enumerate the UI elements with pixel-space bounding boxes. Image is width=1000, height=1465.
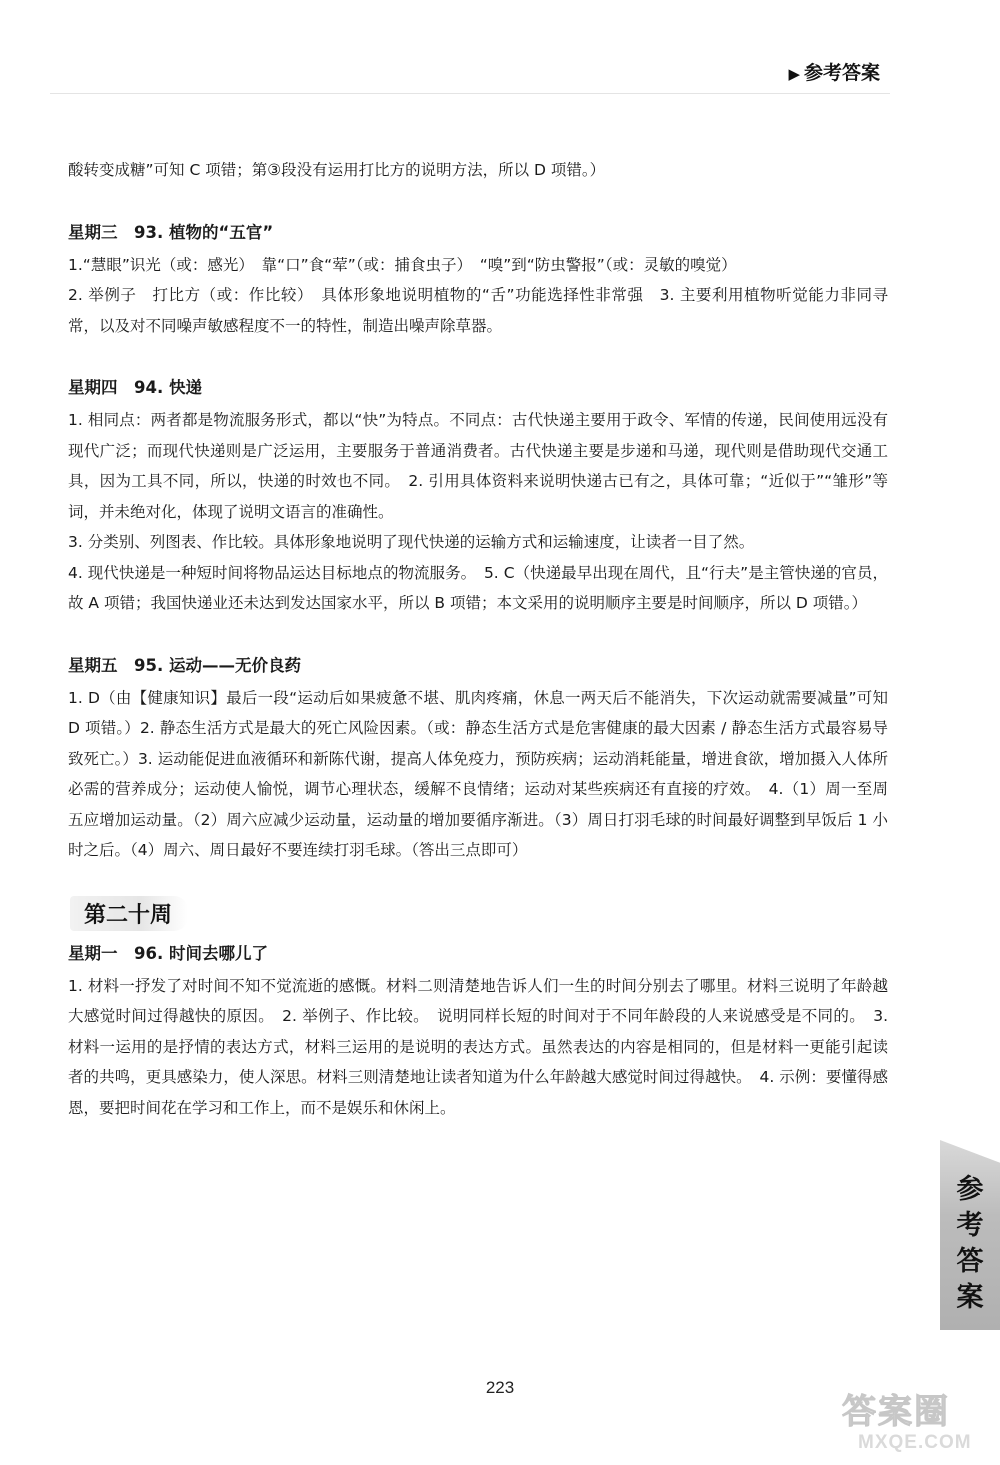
answer-paragraph: 1.“慧眼”识光（或：感光） 靠“口”食“荤”（或：捕食虫子） “嗅”到“防虫警报”（或：灵敏的嗅觉） [68,255,737,274]
answer-paragraph: 1. D（由【健康知识】最后一段“运动后如果疲惫不堪、肌肉疼痛，休息一两天后不能消失，下次运动就需要减量”可知 D 项错。）2. 静态生活方式是最大的死亡风险因素。（或：静态生活方式是危害健康的最大因素 / 静态生活方式最容易导致死亡。）3. 运动能促进血液循环和新陈代谢，提高人体免疫力，预防疾病；运动消耗能量，增进食欲，增加摄入人体所必需的营养成分；运动使人愉悦，调节心理状态，缓解不良情绪；运动对某些疾病还有直接的疗效。 4.（1）周一至周五应增加运动量。（2）周六应减少运动量，运动量的增加要循序渐进。（3）周日打羽毛球的时间最好调整到早饭后 1 小时之后。（4）周六、周日最好不要连续打羽毛球。（答出三点即可） [68,688,888,859]
page-content [68,155,888,1123]
section-heading: 星期四 94. 快递 [68,378,202,397]
section-monday [68,941,888,1124]
answer-paragraph: 1. 相同点：两者都是物流服务形式，都以“快”为特点。不同点：古代快递主要用于政令、军情的传递，民间使用远没有现代广泛；而现代快递则是广泛运用，主要服务于普通消费者。古代快递主要是步递和马递，现代则是借助现代交通工具，因为工具不同，所以，快递的时效也不同。 2. 引用具体资料来说明快递古已有之，具体可靠；“近似于”“雏形”等词，并未绝对化，体现了说明文语言的准确性。 [68,411,888,521]
triangle-arrow-icon: ▶ [788,65,800,83]
section-wednesday [68,220,888,342]
week-banner: 第二十周 [70,896,188,931]
watermark-url: MXQE.COM [858,1432,972,1453]
watermark-logo [842,1392,992,1460]
section-heading: 星期三 93. 植物的“五官” [68,222,274,242]
header-rule [50,93,890,94]
section-heading: 星期五 95. 运动——无价良药 [68,655,301,675]
page-number: 223 [485,1378,515,1397]
section-thursday [68,375,888,619]
answer-paragraph: 2. 举例子 打比方（或：作比较） 具体形象地说明植物的“舌”功能选择性非常强 3. 主要利用植物听觉能力非同寻常，以及对不同噪声敏感程度不一的特性，制造出噪声除草器。 [68,286,888,335]
watermark-text: 答案圈 [842,1392,950,1432]
answer-paragraph: 3. 分类别、列图表、作比较。具体形象地说明了现代快递的运输方式和运输速度，让读者一目了然。 [68,533,755,551]
side-tab-label [944,1172,996,1316]
section-heading: 星期一 96. 时间去哪儿了 [68,943,268,963]
section-friday [68,653,888,866]
header-title: 参考答案 [803,62,880,84]
side-tab-line: 参考 [956,1174,984,1241]
side-tab-line: 答案 [956,1246,984,1313]
page-header [788,58,880,85]
answer-paragraph: 1. 材料一抒发了对时间不知不觉流逝的感慨。材料二则清楚地告诉人们一生的时间分别去了哪里。材料三说明了年龄越大感觉时间过得越快的原因。 2. 举例子、作比较。 说明同样长短的时间对于不同年龄段的人来说感受是不同的。 3. 材料一运用的是抒情的表达方式，材料三运用的是说明的表达方式。虽然表达的内容是相同的，但是材料一更能引起读者的共鸣，更具感染力，使人深思。材料三则清楚地让读者知道为什么年龄越大感觉时间过得越快。 4. 示例：要懂得感恩，要把时间花在学习和工作上，而不是娱乐和休闲上。 [68,976,888,1117]
intro-paragraph: 酸转变成糖”可知 C 项错；第③段没有运用打比方的说明方法，所以 D 项错。） [68,161,606,179]
answer-paragraph: 4. 现代快递是一种短时间将物品运达目标地点的物流服务。 5. C（快递最早出现在周代，且“行夫”是主管快递的官员，故 A 项错；我国快递业还未达到发达国家水平，所以 B 项错；本文采用的说明顺序主要是时间顺序，所以 D 项错。） [68,563,888,612]
